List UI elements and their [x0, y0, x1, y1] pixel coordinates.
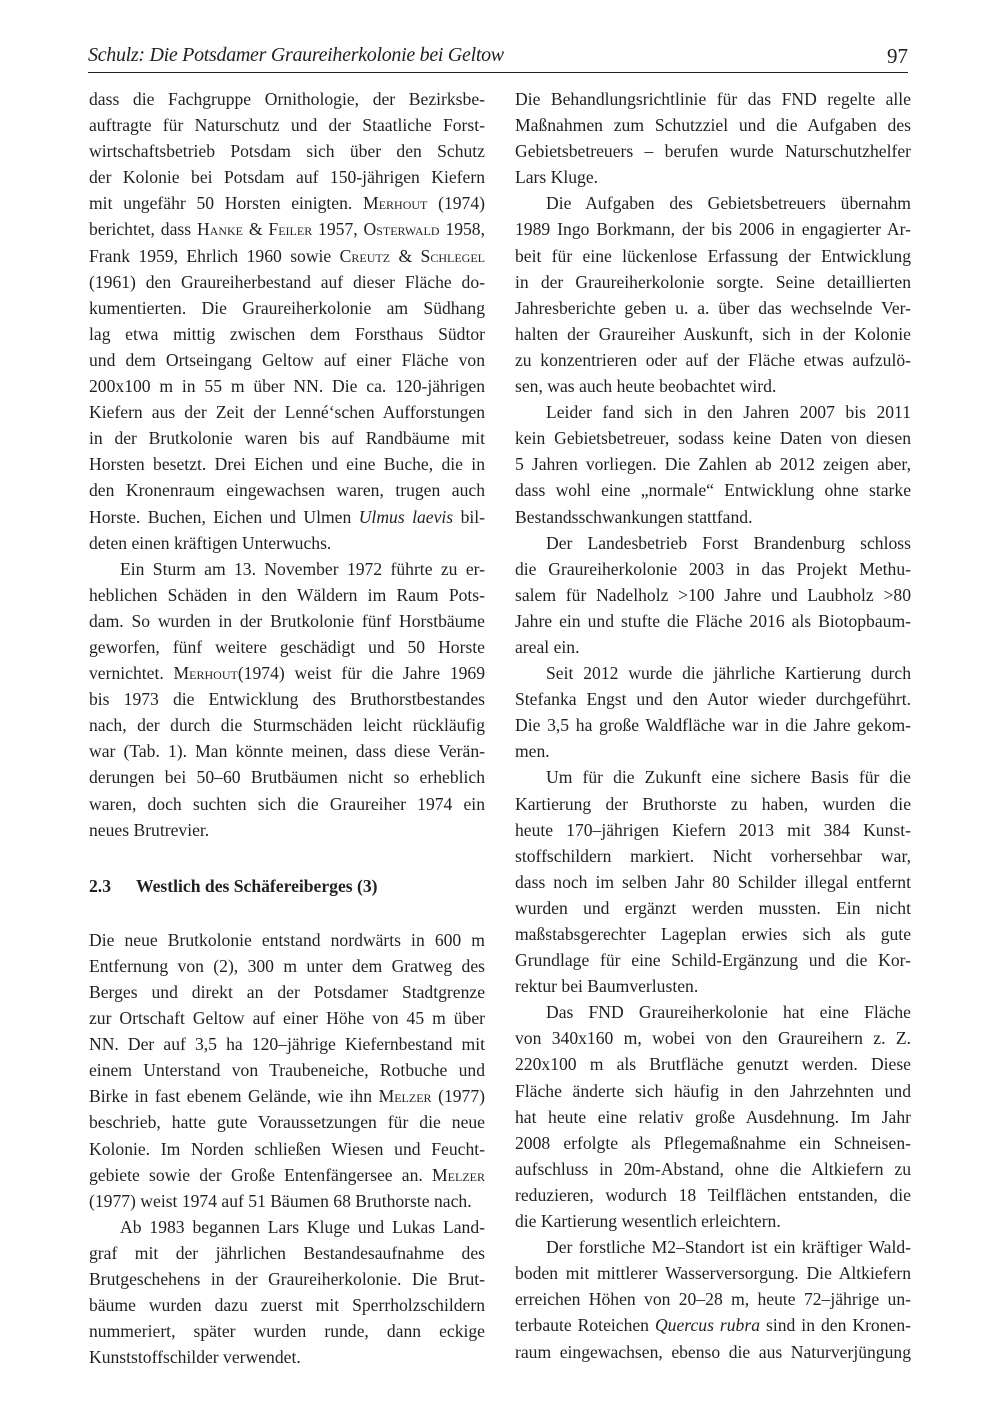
text-line: Jahresberichte geben u. a. über das wechselnde Ver-	[515, 297, 911, 318]
text-line: Kartierung der Bruthorste zu haben, wurden die	[515, 793, 911, 814]
text-line: Das FND Graureiherkolonie hat eine Fläche	[546, 1002, 911, 1023]
text-line: dass die Fachgruppe Ornithologie, der Bezirksbe-	[89, 89, 485, 109]
text-line: bäume wurden dazu zuerst mit Sperrholzschildern	[89, 1295, 485, 1316]
text-line: rektur bei Baumverlusten.	[515, 976, 699, 997]
author-name: Creutz	[339, 245, 391, 266]
text-line: in der Brutkolonie waren bis auf Randbäume mit	[89, 428, 485, 449]
text-line: Die 3,5 ha große Waldfläche war in die Jahre gekom-	[515, 715, 911, 736]
text-line: wirtschaftsbetrieb Potsdam sich über den Schutz	[89, 141, 485, 162]
author-name: Hanke	[196, 219, 244, 240]
text-line: Seit 2012 wurde die jährliche Kartierung durch	[546, 663, 911, 684]
text-line: 5 Jahren vorliegen. Die Zahlen ab 2012 zeigen aber,	[515, 454, 911, 475]
text-line: raum eingewachsen, ebenso die aus Naturverjüngung	[515, 1341, 911, 1362]
text-line: den Kronenraum eingewachsen waren, trugen auch	[89, 480, 485, 501]
text-line: Die Aufgaben des Gebietsbetreuers übernahm	[546, 193, 911, 214]
text-line: Entfernung von (2), 300 m unter dem Gratweg des	[89, 955, 485, 976]
author-name: Melzer	[432, 1164, 485, 1185]
text-line: dam. So wurden in der Brutkolonie fünf Horstbäume	[89, 610, 485, 631]
text-line: Fläche änderte sich häufig in den Jahrzehnten und	[515, 1080, 911, 1101]
paragraph	[515, 530, 911, 660]
text-line: dass noch im selben Jahr 80 Schilder illegal entfernt	[515, 871, 911, 892]
text-line: Ein Sturm am 13. November 1972 führte zu er-	[120, 558, 485, 579]
paragraph	[89, 1214, 485, 1371]
text-line: berichtet, dass Hanke & Feiler 1957, Osterwald 1958,	[89, 219, 486, 240]
author-name: Melzer	[378, 1086, 432, 1107]
running-header	[88, 44, 908, 73]
text-line: 2008 erfolgte als Pflegemaßnahme ein Schneisen-	[515, 1132, 911, 1153]
text-line: kumentierten. Die Graureiherkolonie am Südhang	[89, 297, 485, 318]
text-line: einem Unterstand von Traubeneiche, Rotbuche und	[89, 1060, 485, 1081]
text-line: sen, was auch heute beobachtet wird.	[515, 376, 777, 397]
text-line: hat heute eine relativ große Ausdehnung. Im Jahr	[515, 1106, 911, 1127]
text-line: Jahre ein und stufte die Fläche 2016 als Biotopbaum-	[515, 610, 911, 631]
text-line: bis 1973 die Entwicklung des Bruthorstbestandes	[89, 689, 485, 710]
text-line: derungen bei 50–60 Brutbäumen nicht so erheblich	[89, 767, 485, 788]
paragraph	[89, 556, 485, 843]
section-heading	[89, 873, 485, 899]
text-line: die Graureiherkolonie 2003 in das Projekt Methu-	[515, 558, 911, 579]
text-line: erreichen Höhen von 20–28 m, heute 72–jährige un-	[515, 1289, 911, 1310]
text-line: heblichen Schäden in den Wäldern im Raum Pots-	[89, 584, 485, 605]
text-line: boden mit mittlerer Wasserversorgung. Die Altkiefern	[515, 1263, 911, 1284]
text-line: vernichtet. Merhout(1974) weist für die Jahre 1969	[89, 663, 486, 684]
text-line: Maßnahmen zum Schutzziel und die Aufgaben des	[515, 115, 911, 136]
text-line: 200x100 m in 55 m über NN. Die ca. 120-jährigen	[89, 376, 485, 397]
text-line: Kiefern aus der Zeit der Lenné‘schen Aufforstungen	[89, 402, 485, 423]
paragraph	[89, 86, 485, 556]
text-line: (1977) weist 1974 auf 51 Bäumen 68 Bruthorste nach.	[89, 1190, 472, 1211]
text-line: kein Gebietsbetreuer, sodass keine Daten von diesen	[515, 428, 911, 449]
text-line: salem für Nadelholz >100 Jahre und Laubholz >80	[515, 584, 911, 605]
author-name: Schlegel	[420, 245, 485, 266]
text-line: zur Ortschaft Geltow auf einer Höhe von 45 m über	[89, 1008, 485, 1029]
text-line: und dem Ortseingang Geltow auf einer Fläche von	[89, 349, 485, 370]
text-line: 220x100 m als Brutfläche genutzt werden. Diese	[515, 1054, 911, 1075]
text-line: nummeriert, später wurden runde, dann eckige	[89, 1321, 485, 1342]
text-line: war (Tab. 1). Man könnte meinen, dass diese Verän-	[89, 741, 485, 762]
author-name: Feiler	[268, 219, 313, 240]
text-line: neues Brutrevier.	[89, 819, 210, 840]
text-line: (1961) den Graureiherbestand auf dieser Fläche do-	[89, 271, 485, 292]
text-line: Brutgeschehens in der Graureiherkolonie. Die Brut-	[89, 1269, 485, 1290]
text-line: NN. Der auf 3,5 ha 120–jährige Kiefernbestand mit	[89, 1034, 485, 1055]
text-line: geworfen, fünf weitere geschädigt und 50 Horste	[89, 636, 485, 657]
text-line: dass wohl eine „normale“ Entwicklung ohne starke	[515, 480, 911, 501]
text-line: halten der Graureiher Auskunft, sich in der Kolonie	[515, 323, 911, 344]
text-line: wurden und ergänzt werden mussten. Ein nicht	[515, 897, 911, 918]
text-line: Kunststoffschilder verwendet.	[89, 1347, 301, 1368]
text-line: Grundlage für eine Schild-Ergänzung und die Kor-	[515, 950, 911, 971]
paragraph	[515, 999, 911, 1234]
text-line: beschrieb, hatte gute Voraussetzungen für die neue	[89, 1112, 485, 1133]
running-title: Schulz: Die Potsdamer Graureiherkolonie bei Geltow	[88, 44, 504, 66]
text-line: zu konzentrieren oder auf der Fläche etwas aufzulö-	[515, 349, 911, 370]
paragraph	[89, 927, 485, 1214]
left-column	[89, 86, 485, 1370]
text-line: reduzieren, wodurch 18 Teilflächen entstanden, die	[515, 1184, 911, 1205]
species-name: Ulmus laevis	[358, 506, 454, 527]
text-line: deten einen kräftigen Unterwuchs.	[89, 532, 332, 553]
text-line: graf mit der jährlichen Bestandesaufnahme des	[89, 1242, 485, 1263]
text-line: Die Behandlungsrichtlinie für das FND regelte alle	[515, 89, 911, 109]
text-line: terbaute Roteichen Quercus rubra sind in den Kronen-	[515, 1315, 911, 1336]
text-line: Die neue Brutkolonie entstand nordwärts in 600 m	[89, 929, 485, 950]
text-line: mit ungefähr 50 Horsten einigten. Merhout (1974)	[89, 193, 486, 214]
text-line: auftragte für Naturschutz und der Staatliche Forst-	[89, 115, 485, 136]
right-column	[515, 86, 911, 1365]
species-name: Quercus rubra	[654, 1315, 760, 1336]
text-line: 1989 Ingo Borkmann, der bis 2006 in engagierter Ar-	[515, 219, 911, 240]
text-line: der Kolonie bei Potsdam auf 150-jährigen Kiefern	[89, 167, 485, 188]
text-line: in der Graureiherkolonie sorgte. Seine detaillierten	[515, 271, 911, 292]
text-line: Frank 1959, Ehrlich 1960 sowie Creutz & Schlegel	[89, 245, 485, 266]
paragraph	[515, 1234, 911, 1364]
paragraph	[515, 190, 911, 399]
paragraph	[515, 660, 911, 764]
text-line: Horste. Buchen, Eichen und Ulmen Ulmus laevis bil-	[89, 506, 486, 527]
text-line: Lars Kluge.	[515, 167, 599, 188]
text-line: Um für die Zukunft eine sichere Basis für die	[546, 767, 911, 788]
text-line: Kolonie. Im Norden schließen Wiesen und Feucht-	[89, 1138, 485, 1159]
text-line: Ab 1983 begannen Lars Kluge und Lukas Land-	[120, 1216, 485, 1237]
text-line: Bestandsschwankungen stattfand.	[515, 506, 753, 527]
text-line: maßstabsgerechter Lageplan erwies sich als gute	[515, 924, 911, 944]
text-line: aufschluss in 20m-Abstand, ohne die Altkiefern zu	[515, 1158, 911, 1179]
author-name: Merhout	[173, 663, 238, 684]
text-line: lag etwa mittig zwischen dem Forsthaus Südtor	[89, 323, 485, 344]
paragraph	[515, 86, 911, 190]
text-line: von 340x160 m, wobei von den Graureihern z. Z.	[515, 1028, 911, 1049]
paragraph	[515, 764, 911, 999]
text-line: stoffschildern markiert. Nicht vorhersehbar war,	[515, 845, 911, 866]
text-line: heute 170–jährigen Kiefern 2013 mit 384 Kunst-	[515, 819, 911, 840]
author-name: Merhout	[363, 193, 428, 214]
text-line: die Kartierung wesentlich erleichtern.	[515, 1211, 781, 1232]
text-line: waren, doch suchten sich die Graureiher 1974 ein	[89, 793, 485, 814]
text-line: men.	[515, 741, 550, 762]
text-line: nach, der durch die Sturmschäden leicht rückläufig	[89, 715, 485, 736]
section-number: 2.3	[89, 875, 111, 896]
text-line: Leider fand sich in den Jahren 2007 bis 2011	[546, 402, 911, 423]
text-line: Birke in fast ebenem Gelände, wie ihn Melzer (1977)	[89, 1086, 485, 1107]
text-line: Der forstliche M2–Standort ist ein kräftiger Wald-	[546, 1237, 911, 1258]
text-line: areal ein.	[515, 636, 580, 657]
text-line: Stefanka Engst und den Autor wieder durchgeführt.	[515, 689, 911, 710]
paragraph	[515, 399, 911, 529]
section-title: Westlich des Schäfereiberges (3)	[136, 875, 378, 896]
text-line: Gebietsbetreuers – berufen wurde Naturschutzhelfer	[515, 141, 911, 162]
text-line: Der Landesbetrieb Forst Brandenburg schloss	[546, 532, 911, 553]
author-name: Osterwald	[363, 219, 440, 240]
page-number: 97	[887, 44, 908, 68]
text-line: Berges und direkt an der Potsdamer Stadtgrenze	[89, 982, 485, 1002]
text-line: Horsten besetzt. Drei Eichen und eine Buche, die in	[89, 454, 485, 475]
text-line: gebiete sowie der Große Entenfängersee an. Melzer	[89, 1164, 485, 1185]
text-line: beit für eine lückenlose Erfassung der Entwicklung	[515, 245, 911, 266]
